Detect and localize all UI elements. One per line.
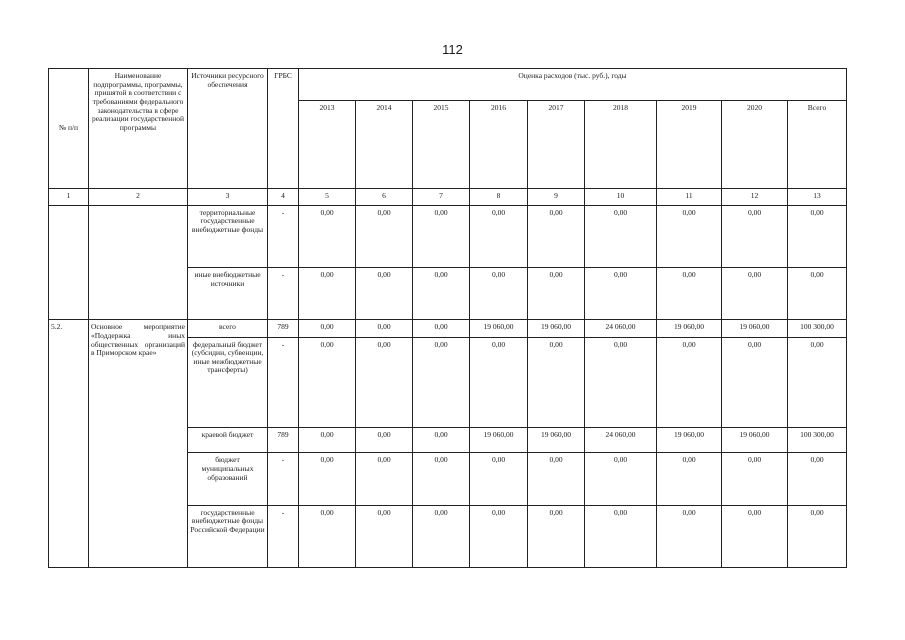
header-year: 2017 — [528, 101, 585, 189]
row-value: 0,00 — [299, 268, 356, 320]
row-name-empty — [89, 205, 188, 320]
header-year: 2016 — [470, 101, 528, 189]
row-grbs: 789 — [268, 320, 299, 337]
row-value: 0,00 — [299, 505, 356, 567]
row-value: 0,00 — [585, 268, 657, 320]
row-value: 0,00 — [299, 453, 356, 505]
row-source: федеральный бюджет (субсидии, субвенции, иные межбюджетные трансферты) — [188, 337, 268, 428]
column-number: 2 — [89, 188, 188, 205]
column-number: 5 — [299, 188, 356, 205]
row-grbs: 789 — [268, 428, 299, 453]
row-value: 19 060,00 — [722, 320, 788, 337]
header-name: Наименование подпрограммы, программы, пришятой в соответствии с требованиями федерального законодательства в сфере реализации государственной программы — [89, 69, 188, 189]
column-number: 9 — [528, 188, 585, 205]
column-numbers-row — [49, 188, 847, 205]
row-num-empty — [49, 205, 89, 320]
row-value: 19 060,00 — [657, 320, 722, 337]
row-value: 24 060,00 — [585, 428, 657, 453]
column-number: 8 — [470, 188, 528, 205]
row-value: 0,00 — [413, 505, 470, 567]
row-value: 0,00 — [722, 453, 788, 505]
row-source: краевой бюджет — [188, 428, 268, 453]
section-num: 5.2. — [49, 320, 89, 568]
row-value: 0,00 — [528, 453, 585, 505]
row-value: 19 060,00 — [722, 428, 788, 453]
header-year: 2014 — [356, 101, 413, 189]
row-value: 0,00 — [722, 337, 788, 428]
row-value: 0,00 — [356, 205, 413, 267]
row-value: 100 300,00 — [788, 428, 847, 453]
column-number: 4 — [268, 188, 299, 205]
row-value: 0,00 — [788, 505, 847, 567]
row-value: 0,00 — [470, 205, 528, 267]
row-value: 0,00 — [528, 205, 585, 267]
row-value: 0,00 — [413, 453, 470, 505]
row-value: 0,00 — [299, 320, 356, 337]
section-name: Основное мероприятие «Поддержка иных общественных организаций в Приморском крае» — [89, 320, 188, 568]
row-value: 19 060,00 — [470, 320, 528, 337]
row-value: 100 300,00 — [788, 320, 847, 337]
table-row — [49, 205, 847, 267]
column-number: 10 — [585, 188, 657, 205]
header-sources: Источники ресурсного обеспечения — [188, 69, 268, 189]
row-value: 0,00 — [356, 268, 413, 320]
column-number: 12 — [722, 188, 788, 205]
row-value: 0,00 — [722, 268, 788, 320]
row-source: иные внебюджетные источники — [188, 268, 268, 320]
row-value: 0,00 — [470, 337, 528, 428]
column-number: 13 — [788, 188, 847, 205]
row-value: 0,00 — [413, 268, 470, 320]
row-value: 0,00 — [356, 505, 413, 567]
column-number: 7 — [413, 188, 470, 205]
row-value: 0,00 — [470, 505, 528, 567]
row-value: 19 060,00 — [657, 428, 722, 453]
row-value: 0,00 — [356, 453, 413, 505]
row-value: 19 060,00 — [528, 428, 585, 453]
row-value: 0,00 — [788, 337, 847, 428]
row-value: 0,00 — [528, 337, 585, 428]
row-source: территориальные государственные внебюджетные фонды — [188, 205, 268, 267]
row-value: 0,00 — [299, 205, 356, 267]
row-value: 0,00 — [657, 337, 722, 428]
row-value: 0,00 — [585, 205, 657, 267]
row-value: 24 060,00 — [585, 320, 657, 337]
row-value: 0,00 — [470, 268, 528, 320]
row-value: 0,00 — [299, 428, 356, 453]
row-value: 0,00 — [788, 453, 847, 505]
row-grbs: - — [268, 453, 299, 505]
row-grbs: - — [268, 337, 299, 428]
row-value: 0,00 — [657, 505, 722, 567]
row-value: 0,00 — [788, 205, 847, 267]
row-value: 0,00 — [528, 505, 585, 567]
row-source: бюджет муниципальных образований — [188, 453, 268, 505]
row-value: 0,00 — [722, 205, 788, 267]
column-number: 3 — [188, 188, 268, 205]
row-value: 0,00 — [657, 453, 722, 505]
row-value: 0,00 — [585, 505, 657, 567]
header-year: 2015 — [413, 101, 470, 189]
header-grbs: ГРБС — [268, 69, 299, 189]
row-value: 19 060,00 — [470, 428, 528, 453]
row-value: 0,00 — [657, 268, 722, 320]
column-number: 11 — [657, 188, 722, 205]
row-value: 0,00 — [657, 205, 722, 267]
row-grbs: - — [268, 205, 299, 267]
column-number: 6 — [356, 188, 413, 205]
row-value: 0,00 — [788, 268, 847, 320]
row-value: 0,00 — [356, 337, 413, 428]
row-value: 0,00 — [722, 505, 788, 567]
row-value: 0,00 — [413, 320, 470, 337]
row-value: 0,00 — [413, 337, 470, 428]
header-year: 2013 — [299, 101, 356, 189]
page-number: 112 — [442, 42, 463, 57]
header-year: 2019 — [657, 101, 722, 189]
row-value: 0,00 — [528, 268, 585, 320]
row-source: всего — [188, 320, 268, 337]
row-value: 0,00 — [470, 453, 528, 505]
header-estimate: Оценка расходов (тыс. руб.), годы — [299, 69, 847, 101]
header-num: № п/п — [49, 69, 89, 189]
row-value: 0,00 — [585, 337, 657, 428]
header-year-total: Всего — [788, 101, 847, 189]
row-value: 19 060,00 — [528, 320, 585, 337]
header-year: 2020 — [722, 101, 788, 189]
row-value: 0,00 — [356, 320, 413, 337]
row-value: 0,00 — [413, 205, 470, 267]
row-grbs: - — [268, 268, 299, 320]
header-year: 2018 — [585, 101, 657, 189]
row-source: государственные внебюджетные фонды Российской Федерации — [188, 505, 268, 567]
row-value: 0,00 — [356, 428, 413, 453]
table-row — [49, 320, 847, 337]
row-value: 0,00 — [299, 337, 356, 428]
budget-table — [48, 68, 847, 568]
column-number: 1 — [49, 188, 89, 205]
row-value: 0,00 — [413, 428, 470, 453]
header-row-1 — [49, 69, 847, 101]
row-value: 0,00 — [585, 453, 657, 505]
row-grbs: - — [268, 505, 299, 567]
